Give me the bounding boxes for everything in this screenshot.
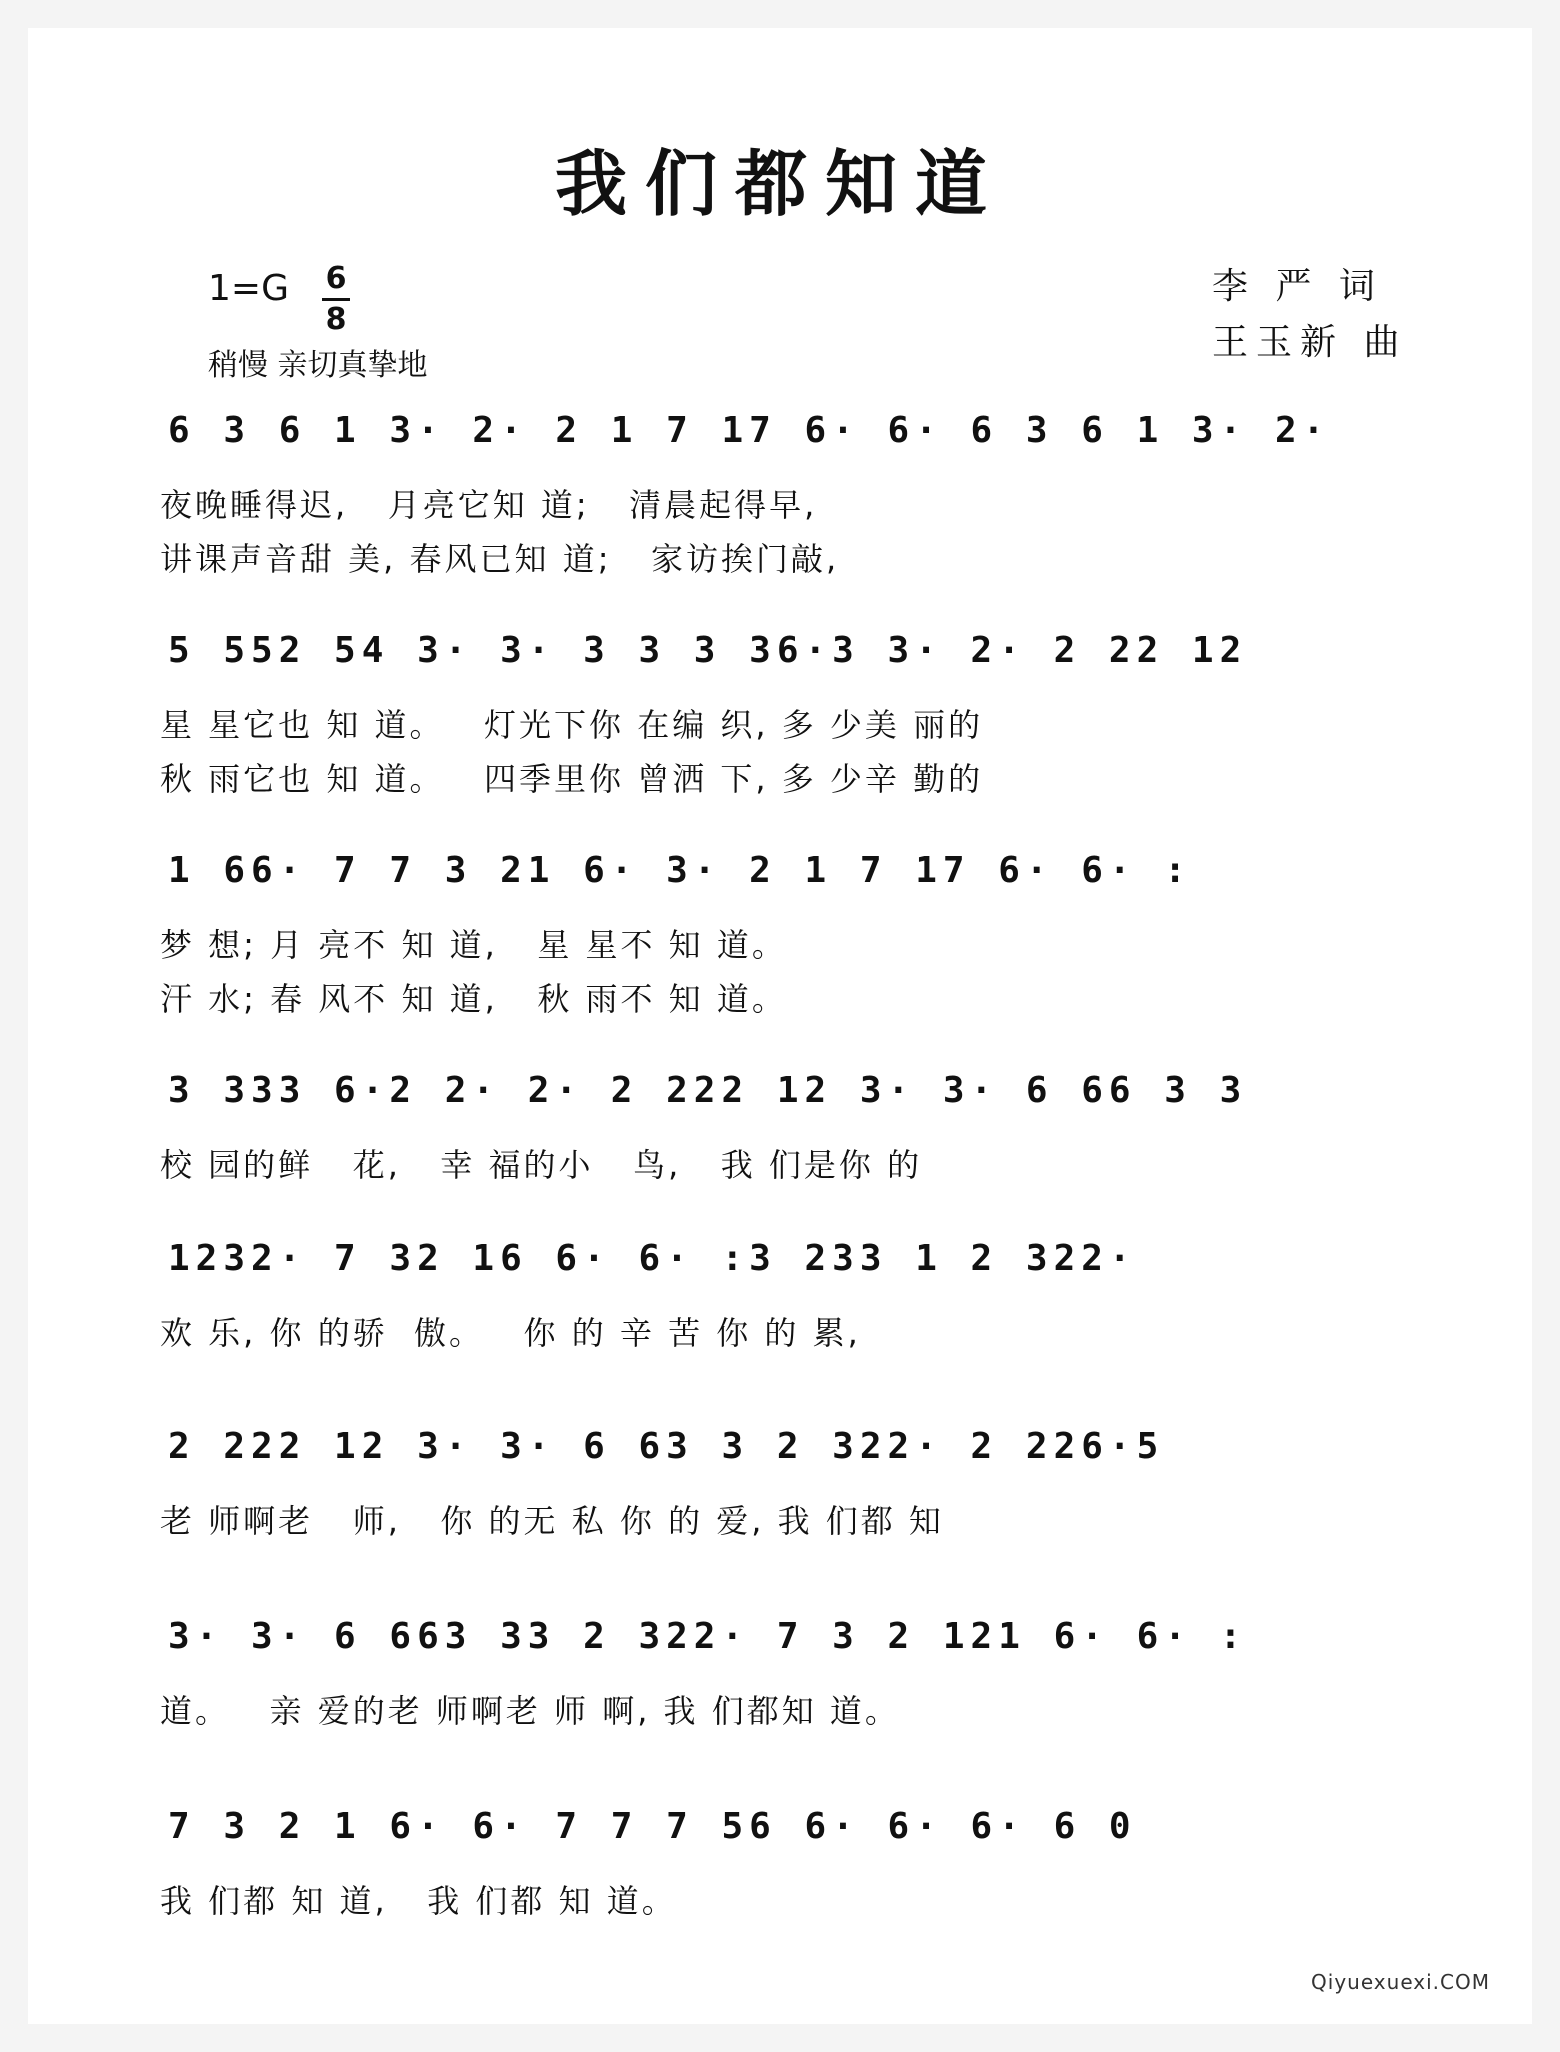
- time-signature-top: 6: [325, 261, 347, 296]
- notes-row-6: 2 222 12 3· 3· 6 63 3 2 322· 2 226·5: [168, 1426, 1165, 1467]
- notation-row-7: [168, 1616, 1458, 1672]
- lyric-row-3-verse-2: 汗 水; 春 风不 知 道, 秋 雨不 知 道。: [160, 980, 787, 1018]
- key-signature: 1=G: [208, 268, 289, 309]
- notation-row-8: [168, 1806, 1458, 1862]
- lyric-row-1-verse-2: 讲课声音甜 美, 春风已知 道; 家访挨门敲,: [160, 540, 840, 578]
- lyricist-credit: 李 严 词: [1212, 266, 1383, 307]
- notation-row-4: [168, 1070, 1458, 1126]
- notes-row-5: 1232· 7 32 16 6· 6· :3 233 1 2 322·: [168, 1238, 1137, 1279]
- lyric-row-7: 道。 亲 爱的老 师啊老 师 啊, 我 们都知 道。: [160, 1692, 900, 1730]
- notation-row-1: [168, 410, 1458, 466]
- time-signature-bottom: 8: [325, 302, 347, 337]
- notes-row-3: 1 66· 7 7 3 21 6· 3· 2 1 7 17 6· 6· :: [168, 850, 1192, 891]
- lyric-row-2-verse-2: 秋 雨它也 知 道。 四季里你 曾洒 下, 多 少辛 勤的: [160, 760, 984, 798]
- song-title: 我们都知道: [554, 141, 1005, 226]
- composer-credit: 王玉新 曲: [1212, 322, 1408, 363]
- lyric-row-5: 欢 乐, 你 的骄 傲。 你 的 辛 苦 你 的 累,: [160, 1314, 861, 1352]
- lyric-row-8: 我 们都 知 道, 我 们都 知 道。: [160, 1882, 677, 1920]
- notes-row-7: 3· 3· 6 663 33 2 322· 7 3 2 121 6· 6· :: [168, 1616, 1248, 1657]
- score-page: [28, 28, 1532, 2024]
- notation-row-2: [168, 630, 1458, 686]
- notes-row-8: 7 3 2 1 6· 6· 7 7 7 56 6· 6· 6· 6 0: [168, 1806, 1137, 1847]
- notation-row-6: [168, 1426, 1458, 1482]
- tempo-marking: 稍慢 亲切真挚地: [208, 348, 428, 383]
- notation-row-3: [168, 850, 1458, 906]
- notation-row-5: [168, 1238, 1458, 1294]
- notes-row-2: 5 552 54 3· 3· 3 3 3 36·3 3· 2· 2 22 12: [168, 630, 1248, 671]
- lyric-row-4: 校 园的鲜 花, 幸 福的小 鸟, 我 们是你 的: [160, 1146, 923, 1184]
- time-signature: [316, 260, 356, 339]
- lyric-row-6: 老 师啊老 师, 你 的无 私 你 的 爱, 我 们都 知: [160, 1502, 944, 1540]
- site-watermark: Qiyuexuexi.COM: [1311, 1970, 1490, 1994]
- notes-row-4: 3 333 6·2 2· 2· 2 222 12 3· 3· 6 66 3 3: [168, 1070, 1248, 1111]
- lyric-row-1-verse-1: 夜晚睡得迟, 月亮它知 道; 清晨起得早,: [160, 486, 818, 524]
- lyric-row-2-verse-1: 星 星它也 知 道。 灯光下你 在编 织, 多 少美 丽的: [160, 706, 984, 744]
- notes-row-1: 6 3 6 1 3· 2· 2 1 7 17 6· 6· 6 3 6 1 3· 2·: [168, 410, 1331, 451]
- lyric-row-3-verse-1: 梦 想; 月 亮不 知 道, 星 星不 知 道。: [160, 926, 787, 964]
